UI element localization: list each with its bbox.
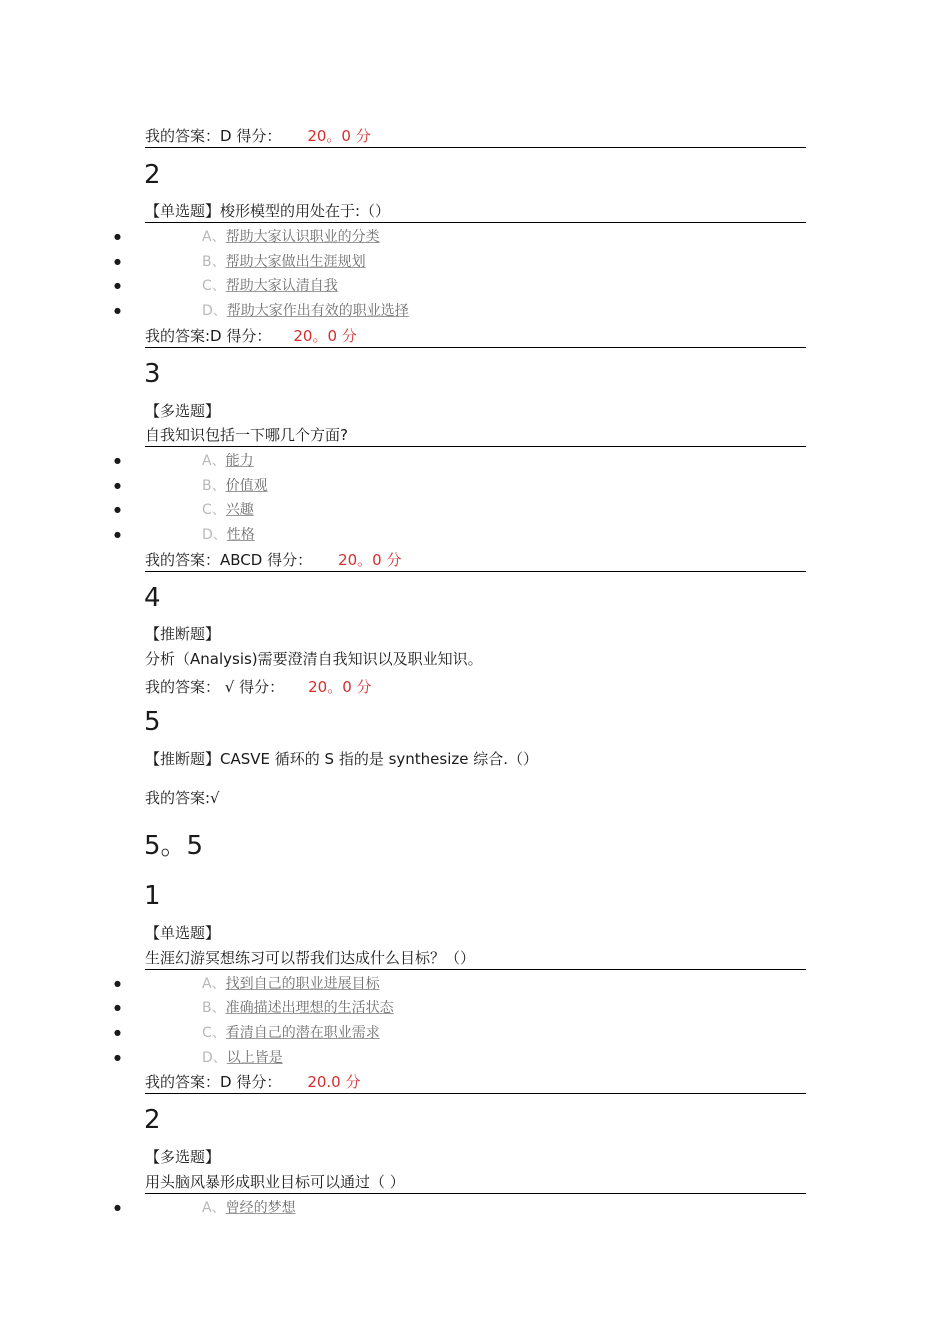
bullet-icon: ● — [114, 1003, 121, 1012]
bullet-icon: ● — [114, 530, 121, 539]
option-letter: B、 — [202, 254, 226, 270]
answer-line — [145, 326, 357, 346]
answer-option[interactable] — [202, 998, 394, 1018]
option-text[interactable]: 帮助大家认清自我 — [225, 278, 338, 294]
option-text[interactable]: 曾经的梦想 — [225, 1200, 296, 1216]
option-letter: C、 — [202, 1025, 226, 1041]
bullet-icon: ● — [114, 481, 121, 490]
answer-line — [145, 1072, 361, 1092]
option-text[interactable]: 帮助大家作出有效的职业选择 — [226, 303, 409, 319]
answer-option[interactable] — [202, 1198, 296, 1218]
answer-option[interactable] — [202, 227, 380, 247]
option-text[interactable]: 以上皆是 — [226, 1050, 283, 1066]
answer-score: 20.0 分 — [307, 1073, 361, 1091]
divider-line — [145, 571, 806, 572]
option-text[interactable]: 准确描述出理想的生活状态 — [225, 1000, 394, 1016]
answer-label: 我的答案：ABCD 得分： — [145, 551, 313, 569]
divider-line — [145, 147, 806, 148]
answer-label: 我的答案:D 得分： — [145, 327, 272, 345]
answer-option[interactable] — [202, 500, 254, 520]
question-number: 3 — [144, 359, 161, 389]
bullet-icon: ● — [114, 1028, 121, 1037]
bullet-icon: ● — [114, 257, 121, 266]
question-number: 1 — [144, 881, 161, 911]
question-text: 生涯幻游冥想练习可以帮我们达成什么目标？（） — [145, 949, 476, 967]
option-text[interactable]: 性格 — [226, 527, 255, 543]
answer-option[interactable] — [202, 1023, 380, 1043]
option-letter: C、 — [202, 502, 226, 518]
option-text[interactable]: 找到自己的职业进展目标 — [225, 976, 380, 992]
answer-score: 20。0 分 — [308, 678, 372, 696]
answer-line — [145, 126, 371, 146]
question-number: 5 — [144, 707, 161, 737]
answer-score: 20。0 分 — [307, 127, 371, 145]
answer-option[interactable] — [202, 525, 255, 545]
option-letter: B、 — [202, 478, 226, 494]
bullet-icon: ● — [114, 306, 121, 315]
question-text: 【推断题】 — [145, 625, 221, 643]
answer-option[interactable] — [202, 252, 366, 272]
answer-option[interactable] — [202, 276, 338, 296]
option-letter: A、 — [202, 1200, 226, 1216]
question-text: 【多选题】 — [145, 402, 221, 420]
option-letter: D、 — [202, 1050, 227, 1066]
bullet-icon: ● — [114, 1203, 121, 1212]
divider-line — [145, 446, 806, 447]
question-text: 分析（Analysis)需要澄清自我知识以及职业知识。 — [145, 650, 483, 668]
option-letter: D、 — [202, 303, 227, 319]
divider-line — [145, 969, 806, 970]
answer-option[interactable] — [202, 301, 409, 321]
option-letter: B、 — [202, 1000, 226, 1016]
bullet-icon: ● — [114, 232, 121, 241]
option-text[interactable]: 能力 — [225, 453, 254, 469]
question-text: 自我知识包括一下哪几个方面? — [145, 426, 348, 444]
option-letter: A、 — [202, 976, 226, 992]
divider-line — [145, 347, 806, 348]
question-text: 【单选题】梭形模型的用处在于:（） — [145, 202, 391, 220]
bullet-icon: ● — [114, 979, 121, 988]
option-text[interactable]: 看清自己的潜在职业需求 — [225, 1025, 380, 1041]
option-letter: D、 — [202, 527, 227, 543]
option-text[interactable]: 帮助大家认识职业的分类 — [225, 229, 380, 245]
divider-line — [145, 1193, 806, 1194]
divider-line — [145, 222, 806, 223]
option-letter: C、 — [202, 278, 226, 294]
question-text: 我的答案:√ — [145, 789, 220, 807]
question-text: 【多选题】 — [145, 1148, 221, 1166]
answer-label: 我的答案：D 得分： — [145, 127, 282, 145]
answer-option[interactable] — [202, 1048, 283, 1068]
option-text[interactable]: 兴趣 — [225, 502, 254, 518]
question-number: 2 — [144, 160, 161, 190]
answer-line — [145, 677, 372, 697]
question-number: 5。5 — [144, 831, 204, 861]
bullet-icon: ● — [114, 1053, 121, 1062]
answer-score: 20。0 分 — [293, 327, 357, 345]
question-number: 4 — [144, 583, 161, 613]
question-text: 用头脑风暴形成职业目标可以通过（ ） — [145, 1173, 405, 1191]
answer-line — [145, 550, 402, 570]
bullet-icon: ● — [114, 281, 121, 290]
option-text[interactable]: 帮助大家做出生涯规划 — [225, 254, 366, 270]
answer-score: 20。0 分 — [338, 551, 402, 569]
question-number: 2 — [144, 1105, 161, 1135]
answer-label: 我的答案： √ 得分： — [145, 678, 285, 696]
answer-option[interactable] — [202, 476, 268, 496]
option-text[interactable]: 价值观 — [225, 478, 268, 494]
answer-option[interactable] — [202, 451, 254, 471]
bullet-icon: ● — [114, 505, 121, 514]
option-letter: A、 — [202, 453, 226, 469]
answer-option[interactable] — [202, 974, 380, 994]
question-text: 【单选题】 — [145, 924, 221, 942]
question-text: 【推断题】CASVE 循环的 S 指的是 synthesize 综合.（） — [145, 750, 539, 768]
divider-line — [145, 1093, 806, 1094]
bullet-icon: ● — [114, 456, 121, 465]
answer-label: 我的答案：D 得分： — [145, 1073, 282, 1091]
option-letter: A、 — [202, 229, 226, 245]
